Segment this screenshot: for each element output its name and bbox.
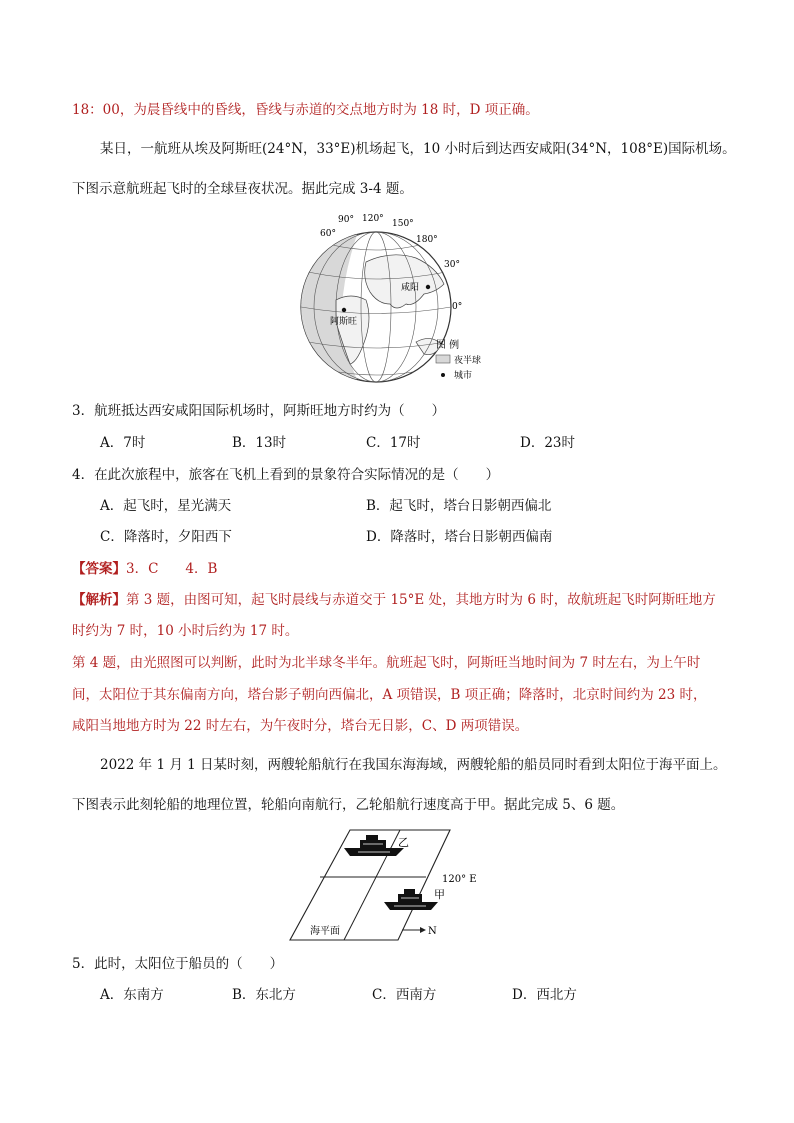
question-4: 4．在此次旅程中，旅客在飞机上看到的景象符合实际情况的是（ ） — [72, 467, 500, 483]
question-5: 5．此时，太阳位于船员的（ ） — [72, 956, 284, 972]
legend-night-label: 夜半球 — [454, 356, 482, 366]
explanation-line3: 第 4 题，由光照图可以判断，此时为北半球冬半年。航班起飞时，阿斯旺当地时间为 7 时左右，为上午时 — [72, 655, 701, 671]
label-yi: 乙 — [398, 836, 409, 849]
q3-option-b: B．13时 — [232, 435, 287, 451]
explanation-tag: 【解析】 — [72, 592, 126, 608]
lon-label-180: 180° — [416, 235, 438, 245]
explanation-line5: 咸阳当地地方时为 22 时左右，为午夜时分，塔台无日影，C、D 两项错误。 — [72, 718, 529, 734]
legend-city-dot — [441, 373, 445, 377]
explanation-text1: 第 3 题，由图可知，起飞时晨线与赤道交于 15°E 处，其地方时为 6 时，故航班起飞时阿斯旺地方 — [126, 592, 716, 608]
explanation-line1 — [72, 591, 716, 609]
answer-line — [72, 560, 217, 578]
passage-3-4-line1: 某日，一航班从埃及阿斯旺(24°N，33°E)机场起飞，10 小时后到达西安咸阳(34°N，108°E)国际机场。 — [100, 141, 736, 157]
q4-option-c: C．降落时，夕阳西下 — [100, 529, 232, 545]
lon-label-90: 90° — [338, 215, 354, 225]
lon-label-60: 60° — [320, 229, 336, 239]
q4-option-a: A．起飞时，星光满天 — [100, 498, 232, 514]
globe-svg — [296, 212, 506, 390]
xianyang-dot — [426, 285, 430, 289]
q3-option-d: D．23时 — [520, 435, 576, 451]
city-label-xianyang: 咸阳 — [401, 283, 420, 293]
city-label-aswan: 阿斯旺 — [330, 317, 358, 327]
answer-text: 3．C 4．B — [126, 561, 218, 577]
passage-5-6-line1: 2022 年 1 月 1 日某时刻，两艘轮船航行在我国东海海域，两艘轮船的船员同时看到太阳位于海平面上。 — [100, 757, 727, 773]
q5-option-a: A．东南方 — [100, 987, 164, 1003]
q5-option-c: C．西南方 — [372, 987, 437, 1003]
passage-5-6-line2: 下图表示此刻轮船的地理位置，轮船向南航行，乙轮船航行速度高于甲。据此完成 5、6 题。 — [72, 797, 625, 813]
explanation-line4: 间，太阳位于其东偏南方向，塔台影子朝向西偏北，A 项错误，B 项正确；降落时，北京时间约为 23 时， — [72, 687, 707, 703]
label-120e: 120° E — [442, 874, 477, 885]
q3-option-a: A．7时 — [100, 435, 146, 451]
ships-svg — [286, 826, 506, 944]
q4-option-d: D．降落时，塔台日影朝西偏南 — [366, 529, 553, 545]
q5-option-d: D．西北方 — [512, 987, 577, 1003]
legend-city-label: 城市 — [454, 371, 473, 381]
lat-label-0: 0° — [452, 302, 463, 312]
north-arrow-head — [420, 927, 426, 933]
explanation-line2: 时约为 7 时，10 小时后约为 17 时。 — [72, 623, 299, 639]
q5-option-b: B．东北方 — [232, 987, 296, 1003]
question-3: 3．航班抵达西安咸阳国际机场时，阿斯旺地方时约为（ ） — [72, 403, 446, 419]
answer-tag: 【答案】 — [72, 561, 126, 577]
globe-figure — [296, 212, 506, 390]
lon-label-120: 120° — [362, 214, 384, 224]
lat-label-30: 30° — [444, 260, 460, 270]
aswan-dot — [342, 308, 346, 312]
ship-jia — [384, 889, 438, 910]
lon-label-150: 150° — [392, 219, 414, 229]
q3-option-c: C．17时 — [366, 435, 421, 451]
q4-option-b: B．起飞时，塔台日影朝西偏北 — [366, 498, 552, 514]
legend-night-swatch — [436, 355, 450, 363]
ship-yi — [344, 835, 404, 856]
label-north: N — [428, 926, 437, 937]
prev-explanation-tail: 18：00，为晨昏线中的昏线，昏线与赤道的交点地方时为 18 时，D 项正确。 — [72, 102, 539, 118]
passage-3-4-line2: 下图示意航班起飞时的全球昼夜状况。据此完成 3-4 题。 — [72, 181, 413, 197]
label-jia: 甲 — [434, 888, 445, 901]
ships-figure — [286, 826, 506, 944]
legend-title: 图 例 — [436, 340, 460, 351]
label-sea-plane: 海平面 — [310, 926, 340, 937]
